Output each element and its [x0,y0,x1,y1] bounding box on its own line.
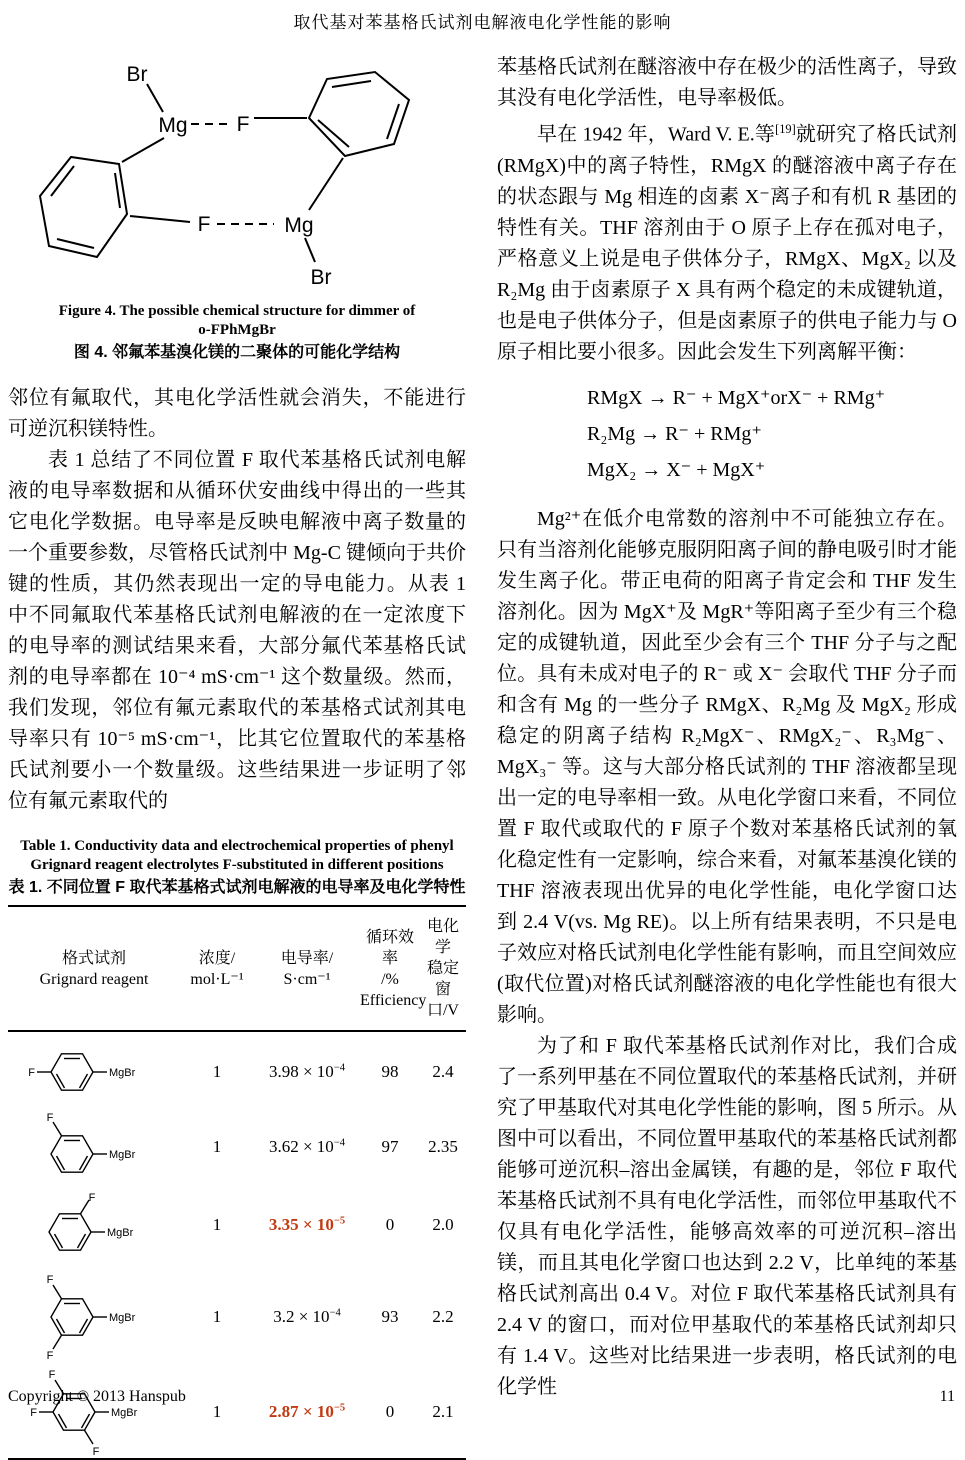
f-top-label: F [236,113,250,136]
right-column [497,52,957,1403]
table-1 [8,905,466,1460]
br-bottom-label: Br [310,266,332,289]
concentration-value: 1 [212,1307,222,1326]
column-header-reagent: 格式试剂 Grignard reagent [39,949,149,988]
conductivity-value: $2.87 \times 10^{-5}$ [268,1402,346,1421]
figure-caption-en [8,302,466,340]
conductivity-value: $3.62 \times 10^{-4}$ [268,1137,346,1156]
f-substituent-label: F [88,1192,96,1204]
window-value: 2.0 [432,1215,454,1234]
table-caption-en: Table 1. Conductivity data and electrochemical properties of phenyl Grignard reagent electrolytes F-substituted in different positions [20,838,454,873]
structure-3-fluorophenyl [8,1114,160,1180]
footer-copyright: Copyright © 2013 Hanspub [8,1388,186,1405]
table-caption-zh: 表 1. 不同位置 F 取代苯基格式试剂电解液的电导率及电化学特性 [8,879,466,896]
figure-caption-en-line2: o-FPhMgBr [198,322,276,338]
paragraph: 苯基格氏试剂在醚溶液中存在极少的活性离子，导致其没有电化学活性，电导率极低。 [497,56,957,109]
structure-2-fluorophenyl [8,1194,160,1256]
window-value: 2.1 [432,1402,454,1421]
window-value: 2.4 [432,1062,454,1081]
concentration-value: 1 [212,1062,222,1081]
column-header-concentration: 浓度/ mol·L⁻¹ [190,949,244,988]
f-substituent-label: F [92,1446,100,1458]
f-substituent-label: F [28,1067,35,1079]
running-header: 取代基对苯基格氏试剂电解液电化学性能的影响 [293,13,672,32]
br-top-label: Br [126,63,148,86]
column-header-window: 电化学 稳定窗 口/V [426,918,459,1019]
benzene-ring-lower-left [40,157,127,257]
f-substituent-label: F [48,1369,56,1381]
table-row [8,1366,466,1458]
efficiency-value: 0 [385,1215,395,1234]
mg-top-label: Mg [158,114,188,137]
f-substituent-label: F [46,1350,54,1362]
f-bottom-label: F [197,213,211,236]
column-header-conductivity: 电导率/ S·cm⁻¹ [280,949,334,988]
mgbr-label: MgBr [111,1407,138,1419]
f-substituent-label: F [46,1274,54,1286]
paragraph: 邻位有氟取代，其电化学活性就会消失，不能进行可逆沉积镁特性。 [8,387,466,440]
dimer-structure-drawing [27,46,447,296]
table-header-row [8,907,466,1032]
reference-19: [19] [775,122,796,136]
equation-2: R₂Mg → R⁻ + RMg⁺ [587,422,762,445]
mg-bottom-label: Mg [284,214,314,237]
mgbr-label: MgBr [109,1067,136,1079]
paragraph: 早在 1942 年，Ward V. E.等[19]就研究了格氏试剂(RMgX)中的离子特性，RMgX 的醚溶液中离子存在的状态跟与 Mg 相连的卤素 X⁻离子和有机 R 基团的特性有关。THF 溶剂由于 O 原子上存在孤对电子，严格意义上说是电子供体分子，RMgX、MgX₂ 以及 R₂Mg 由于卤素原子 X 具有两个稳定的未成键轨道，也是电子供体分子，但是卤素原子的供电子能力与 O 原子相比要小很多。因此会发生下列离解平衡： [497,122,957,363]
equation-1: RMgX → R⁻ + MgX⁺orX⁻ + RMg⁺ [587,386,886,409]
table-row [8,1268,466,1366]
table-row [8,1182,466,1268]
column-header-efficiency: 循环效率 /% Efficiency [360,928,427,1009]
concentration-value: 1 [212,1402,222,1421]
benzene-ring-upper-right [309,72,409,156]
mgbr-label: MgBr [109,1312,136,1324]
window-value: 2.2 [432,1307,454,1326]
structure-2-4-5-trifluorophenyl [8,1366,160,1458]
figure-4 [27,46,447,296]
figure-caption-en-line1: Figure 4. The possible chemical structure for dimmer of [58,303,416,319]
efficiency-value: 93 [381,1307,399,1326]
paragraph: 表 1 总结了不同位置 F 取代苯基格氏试剂电解液的电导率数据和从循环伏安曲线中得出的一些其它电化学数据。电导率是反映电解液中离子数量的一个重要参数，尽管格氏试剂中 Mg-C 键倾向于共价键的性质，其仍然表现出一定的导电能力。从表 1 中不同氟取代苯基格氏试剂电解液的在一定浓度下的电导率的测试结果来看，大部分氟代苯基格氏试剂的电导率都在 10⁻⁴ mS·cm⁻¹ 这个数量级。然而，我们发现，邻位有氟元素取代的苯基格式试剂其电导率只有 10⁻⁵ mS·cm⁻¹，比其它位置取代的苯基格氏试剂要小一个数量级。这些结果进一步证明了邻位有氟元素取代的 [8,449,466,812]
structure-3-5-difluorophenyl [8,1273,160,1361]
mgbr-label: MgBr [107,1227,134,1239]
paragraph: Mg²⁺在低介电常数的溶剂中不可能独立存在。只有当溶剂化能够克服阴阳离子间的静电吸引时才能发生离子化。带正电荷的阳离子肯定会和 THF 发生溶剂化。因为 MgX⁺及 MgR⁺等阳离子至少有三个稳定的成键轨道，因此至少会有三个 THF 分子与之配位。具有未成对电子的 R⁻ 或 X⁻ 会取代 THF 分子而和含有 Mg 的一些分子 RMgX、R₂Mg 及 MgX₂ 形成稳定的阴离子结构 R₂MgX⁻、RMgX₂⁻、R₃Mg⁻、MgX₃⁻ 等。这与大部分格氏试剂的 THF 溶液都呈现出一定的电导率相一致。从电化学窗口来看，不同位置 F 取代或取代的 F 原子个数对苯基格氏试剂的氧化稳定性有一定影响，综合来看，对氟苯基溴化镁的 THF 溶液表现出优异的电化学性能，电化学窗口达到 2.4 V(vs. Mg RE)。以上所有结果表明，不只是电子效应对格氏试剂电化学性能有影响，而且空间效应(取代位置)对格氏试剂醚溶液的电化学性能也有很大影响。 [497,507,957,1026]
left-column-text [8,383,466,817]
dissociation-equations [587,380,957,488]
efficiency-value: 97 [381,1137,399,1156]
left-column [8,44,466,1460]
f-substituent-label: F [46,1112,54,1124]
f-substituent-label: F [30,1407,37,1419]
paragraph: 为了和 F 取代苯基格氏试剂作对比，我们合成了一系列甲基在不同位置取代的苯基格氏试剂，并研究了甲基取代对其电化学性能的影响，图 5 所示。从图中可以看出，不同位置甲基取代的苯基格氏试剂都能够可逆沉积–溶出金属镁，有趣的是，邻位 F 取代苯基格氏试剂不具有电化学活性，而邻位甲基取代不仅具有电化学活性，能够高效率的可逆沉积–溶出镁，而且其电化学窗口也达到 2.2 V，比单纯的苯基格氏试剂高出 0.4 V。对位 F 取代苯基格氏试剂具有 2.4 V 的窗口，而对位甲基取代的苯基格氏试剂却只有 1.4 V。这些对比结果进一步表明，格氏试剂的电化学性 [497,1034,957,1398]
structure-4-fluorophenyl [8,1049,160,1095]
concentration-value: 1 [212,1215,222,1234]
efficiency-value: 98 [381,1062,399,1081]
table-row [8,1032,466,1112]
conductivity-value: $3.35 \times 10^{-5}$ [268,1215,346,1234]
mgbr-label: MgBr [109,1149,136,1161]
window-value: 2.35 [428,1137,458,1156]
equation-3: MgX₂ → X⁻ + MgX⁺ [587,458,766,481]
figure-caption-zh: 图 4. 邻氟苯基溴化镁的二聚体的可能化学结构 [73,344,401,361]
conductivity-value: $3.2 \times 10^{-4}$ [273,1307,341,1326]
footer-page-number: 11 [939,1388,955,1405]
concentration-value: 1 [212,1137,222,1156]
conductivity-value: $3.98 \times 10^{-4}$ [268,1062,346,1081]
efficiency-value: 0 [385,1402,395,1421]
table-row [8,1112,466,1182]
